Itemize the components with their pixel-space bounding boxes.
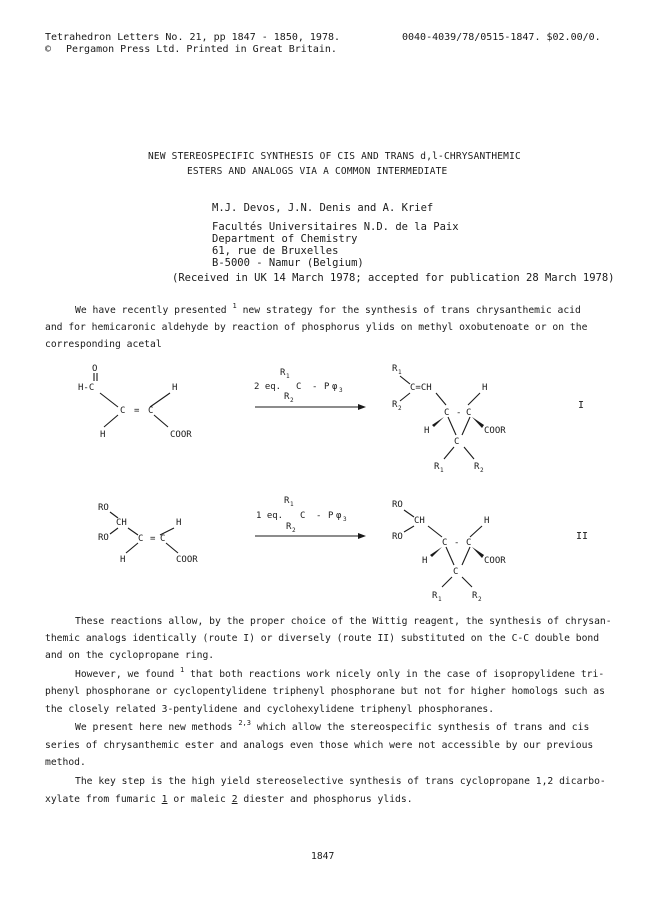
alkoxy-group: RO xyxy=(392,532,403,542)
r2-subscript: 2 xyxy=(478,596,482,603)
paragraph-4-text-b: which allow the stereospecific synthesis of trans and cis xyxy=(256,722,590,733)
cyclopropane-carbon: C xyxy=(444,408,450,418)
reaction-scheme xyxy=(0,355,672,605)
ylid-carbon: C xyxy=(300,511,306,521)
r1-substituent: R xyxy=(392,364,398,374)
reagent-equivalents: 1 eq. xyxy=(256,511,284,521)
affiliation-line-4: B-5000 - Namur (Belgium) xyxy=(212,257,364,269)
r2-subscript: 2 xyxy=(290,397,294,404)
cyclopropane-carbon: C xyxy=(466,408,472,418)
compound-number-2: 2 xyxy=(231,794,238,805)
ester-group: COOR xyxy=(484,426,506,436)
hydrogen: H xyxy=(176,518,182,528)
r1-substituent: R xyxy=(280,368,286,378)
paragraph-2-line-2: themic analogs identically (route I) or diversely (route II) substituted on the C-C double bond xyxy=(45,633,600,644)
cyclopropane-carbon: C xyxy=(442,538,448,548)
carbonyl-oxygen: O xyxy=(92,364,98,374)
cyclopropane-carbon: C xyxy=(453,567,459,577)
hydrogen: H xyxy=(100,430,106,440)
alkoxy-group: RO xyxy=(98,533,109,543)
paragraph-3-line-3: the closely related 3-pentylidene and cyclohexylidene triphenyl phosphoranes. xyxy=(45,704,495,715)
r1-substituent: R xyxy=(434,462,440,472)
ylid-carbon: C xyxy=(296,382,302,392)
hydrogen: H xyxy=(172,383,178,393)
author-list: M.J. Devos, J.N. Denis and A. Krief xyxy=(212,202,434,214)
paragraph-5-text-a: xylate from fumaric xyxy=(45,794,156,805)
phenyl-count: 3 xyxy=(339,387,343,394)
bond: - xyxy=(456,408,462,418)
vinyl-group: C=CH xyxy=(410,383,432,393)
carbon: C xyxy=(148,406,154,416)
reference-marker: 1 xyxy=(180,666,185,674)
carbon: C xyxy=(138,534,144,544)
hydrogen: H xyxy=(422,556,428,566)
r1-substituent: R xyxy=(432,591,438,601)
paragraph-3-line-2: phenyl phosphorane or cyclopentylidene triphenyl phosphorane but not for higher homologs such as xyxy=(45,686,605,697)
carbon: C xyxy=(160,534,166,544)
affiliation-line-3: 61, rue de Bruxelles xyxy=(212,245,339,257)
phosphorus: P xyxy=(324,382,330,392)
r2-subscript: 2 xyxy=(480,467,484,474)
phenyl-symbol: φ xyxy=(336,511,342,521)
page-number: 1847 xyxy=(311,851,335,862)
r1-subscript: 1 xyxy=(290,501,294,508)
paragraph-5-line-2 xyxy=(45,794,413,805)
reaction-label-2: II xyxy=(576,531,589,542)
paragraph-3-line-1 xyxy=(75,666,605,680)
journal-citation: Tetrahedron Letters No. 21, pp 1847 - 1850, 1978. xyxy=(45,32,341,43)
r1-subscript: 1 xyxy=(286,373,290,380)
paragraph-4-line-3: method. xyxy=(45,757,86,768)
copyright-symbol: © xyxy=(45,44,52,55)
r1-substituent: R xyxy=(284,496,290,506)
r1-subscript: 1 xyxy=(398,369,402,376)
reaction-label-1: I xyxy=(578,400,585,411)
bond: - xyxy=(312,382,318,392)
paragraph-1-text-a: We have recently presented xyxy=(75,305,227,316)
r2-substituent: R xyxy=(286,522,292,532)
paragraph-3-text-a: However, we found xyxy=(75,669,175,680)
ester-group: COOR xyxy=(484,556,506,566)
hydrogen: H xyxy=(424,426,430,436)
paragraph-4-line-2: series of chrysanthemic ester and analogs even those which were not accessible by our previous xyxy=(45,740,594,751)
paragraph-5-text-c: diester and phosphorus ylids. xyxy=(243,794,413,805)
paragraph-5-line-1: The key step is the high yield stereoselective synthesis of trans cyclopropane 1,2 dicarbo- xyxy=(75,776,606,787)
paragraph-2-line-1: These reactions allow, by the proper choice of the Wittig reagent, the synthesis of chrysan- xyxy=(75,616,612,627)
r2-subscript: 2 xyxy=(292,527,296,534)
reactant-1 xyxy=(78,364,192,440)
acetal-carbon: CH xyxy=(116,518,127,528)
alkoxy-group: RO xyxy=(98,503,109,513)
hydrogen: H xyxy=(484,516,490,526)
paragraph-2-line-3: and on the cyclopropane ring. xyxy=(45,650,215,661)
reagent-2 xyxy=(255,496,366,539)
article-code: 0040-4039/78/0515-1847. $02.00/0. xyxy=(402,32,601,43)
paragraph-4-text-a: We present here new methods xyxy=(75,722,233,733)
cyclopropane-carbon: C xyxy=(466,538,472,548)
paragraph-4-line-1 xyxy=(75,719,590,733)
phenyl-symbol: φ xyxy=(332,382,338,392)
article-title-line-1: NEW STEREOSPECIFIC SYNTHESIS OF CIS AND TRANS d,l-CHRYSANTHEMIC xyxy=(148,151,521,162)
acetal-carbon: CH xyxy=(414,516,425,526)
cyclopropane-carbon: C xyxy=(454,437,460,447)
reagent-1 xyxy=(254,368,366,410)
r2-substituent: R xyxy=(392,400,398,410)
phenyl-count: 3 xyxy=(343,516,347,523)
hydrogen: H xyxy=(120,555,126,565)
compound-number-1: 1 xyxy=(161,794,168,805)
ester-group: COOR xyxy=(170,430,192,440)
r1-subscript: 1 xyxy=(440,467,444,474)
publisher-line: Pergamon Press Ltd. Printed in Great Britain. xyxy=(66,44,337,55)
phosphorus: P xyxy=(328,511,334,521)
reactant-2 xyxy=(98,503,198,565)
double-bond: = xyxy=(134,406,140,416)
paragraph-5-text-b: or maleic xyxy=(173,794,226,805)
product-2 xyxy=(392,500,506,603)
carbon: C xyxy=(120,406,126,416)
r2-subscript: 2 xyxy=(398,405,402,412)
ester-group: COOR xyxy=(176,555,198,565)
affiliation-line-1: Facultés Universitaires N.D. de la Paix xyxy=(212,221,459,233)
r2-substituent: R xyxy=(472,591,478,601)
paragraph-1-line-1 xyxy=(75,302,581,316)
paragraph-1-line-3: corresponding acetal xyxy=(45,339,162,350)
hydrogen: H xyxy=(482,383,488,393)
paragraph-1-text-b: new strategy for the synthesis of trans chrysanthemic acid xyxy=(242,305,581,316)
received-dates: (Received in UK 14 March 1978; accepted for publication 28 March 1978) xyxy=(172,272,615,284)
paragraph-3-text-b: that both reactions work nicely only in the case of isopropylidene tri- xyxy=(190,669,605,680)
paragraph-1-line-2: and for hemicaronic aldehyde by reaction of phosphorus ylids on methyl oxobutenoate or on the xyxy=(45,322,588,333)
reagent-equivalents: 2 eq. xyxy=(254,382,282,392)
product-1 xyxy=(392,364,506,474)
affiliation-line-2: Department of Chemistry xyxy=(212,233,358,245)
r1-subscript: 1 xyxy=(438,596,442,603)
bond: - xyxy=(454,538,460,548)
reference-marker: 2,3 xyxy=(238,719,251,727)
double-bond: = xyxy=(150,534,156,544)
r2-substituent: R xyxy=(474,462,480,472)
aldehyde-group: H-C xyxy=(78,383,95,393)
alkoxy-group: RO xyxy=(392,500,403,510)
bond: - xyxy=(316,511,322,521)
reference-marker: 1 xyxy=(232,302,237,310)
article-title-line-2: ESTERS AND ANALOGS VIA A COMMON INTERMEDIATE xyxy=(187,166,448,177)
r2-substituent: R xyxy=(284,392,290,402)
